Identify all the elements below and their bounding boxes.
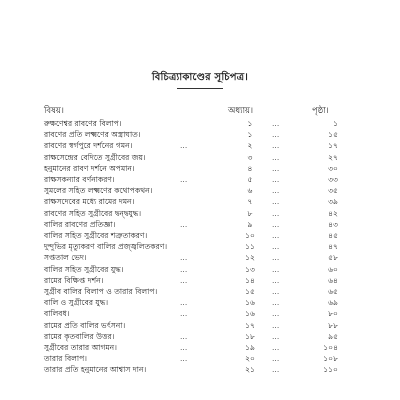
toc-page: ৩৫ bbox=[328, 186, 338, 196]
toc-leader: ... bbox=[272, 331, 280, 341]
toc-subject: সপ্ততাল ভেদ। bbox=[44, 253, 87, 263]
toc-subject: বালির রাবণের প্রতিজ্ঞা। bbox=[44, 219, 116, 229]
toc-page: ১১০ bbox=[323, 365, 338, 375]
toc-leader: ... bbox=[180, 253, 188, 263]
toc-page: ১ bbox=[333, 119, 338, 128]
toc-chapter: ৮ bbox=[247, 208, 253, 218]
header-chapter: অধ্যায়। bbox=[228, 106, 254, 116]
toc-subject: বালি ও সুগ্রীবের যুদ্ধ। bbox=[44, 298, 109, 308]
toc-leader: ... bbox=[272, 354, 280, 364]
toc-chapter: ১৯ bbox=[245, 343, 255, 352]
toc-leader: ... bbox=[272, 343, 280, 352]
toc-leader: ... bbox=[272, 219, 280, 229]
toc-leader: ... bbox=[180, 298, 188, 308]
toc-chapter: ৫ bbox=[247, 175, 253, 184]
toc-page: ৫৮ bbox=[328, 253, 338, 263]
toc-page: ৯৫ bbox=[328, 331, 338, 341]
toc-chapter: ৩ bbox=[247, 152, 253, 162]
toc-subject: রামের বিক্ষিপ্ত দর্শন। bbox=[44, 275, 104, 285]
toc-row bbox=[0, 286, 400, 297]
toc-row bbox=[0, 129, 400, 140]
toc-row bbox=[0, 219, 400, 230]
title-underline bbox=[177, 88, 223, 89]
toc-leader: ... bbox=[272, 175, 280, 184]
toc-page: ১৫ bbox=[328, 130, 338, 140]
toc-leader: ... bbox=[272, 208, 280, 218]
toc-chapter: ৯ bbox=[247, 219, 253, 229]
toc-subject: তারার প্রতি হনুমানের আশ্বাস দান। bbox=[44, 365, 147, 375]
toc-row bbox=[0, 196, 400, 207]
toc-leader: ... bbox=[272, 320, 280, 330]
toc-subject: রামের কৃতবালির উত্তর। bbox=[44, 331, 115, 341]
toc-chapter: ১ bbox=[247, 130, 253, 140]
toc-leader: ... bbox=[272, 119, 280, 128]
toc-leader: ... bbox=[180, 354, 188, 364]
toc-chapter: ১৬ bbox=[245, 309, 255, 319]
toc-leader: ... bbox=[180, 331, 188, 341]
toc-leader: ... bbox=[272, 275, 280, 285]
toc-leader: ... bbox=[272, 264, 280, 274]
toc-page: ৬৯ bbox=[328, 298, 338, 308]
toc-page: ৩৯ bbox=[328, 197, 338, 207]
toc-leader: ... bbox=[272, 197, 280, 207]
toc-chapter: ১৫ bbox=[245, 287, 255, 296]
toc-row bbox=[0, 241, 400, 252]
toc-chapter: ১৮ bbox=[245, 331, 255, 341]
toc-subject: রাবণের স্বর্গপুরে দর্শনের গমন। bbox=[44, 141, 133, 151]
toc-chapter: ১৪ bbox=[245, 275, 255, 285]
toc-page: ৪২ bbox=[328, 208, 338, 218]
toc-row bbox=[0, 320, 400, 331]
toc-chapter: ২০ bbox=[245, 354, 255, 364]
toc-leader: ... bbox=[180, 175, 188, 184]
toc-leader: ... bbox=[180, 219, 188, 229]
toc-chapter: ১৩ bbox=[245, 264, 255, 274]
column-headers bbox=[0, 104, 400, 116]
toc-chapter: ২ bbox=[247, 141, 253, 151]
toc-page: ২৭ bbox=[328, 152, 338, 162]
toc-row bbox=[0, 163, 400, 174]
toc-subject: রামের প্রতি বালির ভর্ৎসনা। bbox=[44, 320, 126, 330]
toc-subject: রাবণের প্রতি লক্ষ্মণের অস্ত্রাঘাত। bbox=[44, 130, 141, 140]
toc-subject: দুন্দুভির মৃত্যুকরণ বালির প্রজ্জ্বলিতকরণ। bbox=[44, 242, 168, 252]
toc-leader: ... bbox=[272, 287, 280, 296]
toc-subject: তারার বিলাপ। bbox=[44, 354, 87, 364]
toc-page: ১০৪ bbox=[323, 343, 338, 352]
toc-row bbox=[0, 152, 400, 163]
toc-leader: ... bbox=[272, 186, 280, 196]
toc-leader: ... bbox=[272, 242, 280, 252]
toc-page: ৩৩ bbox=[328, 175, 338, 184]
toc-leader: ... bbox=[272, 141, 280, 151]
toc-subject: সুগ্রীব বালির বিলাপ ও তারার বিলাপ। bbox=[44, 287, 158, 296]
toc-row bbox=[0, 118, 400, 129]
toc-leader: ... bbox=[272, 163, 280, 173]
toc-chapter: ১ bbox=[247, 119, 253, 128]
toc-chapter: ৬ bbox=[247, 186, 253, 196]
toc-subject: হনুমানের রাবণ দর্শনে অপমান। bbox=[44, 163, 135, 173]
toc-row bbox=[0, 275, 400, 286]
toc-page: ৪৩ bbox=[328, 219, 338, 229]
toc-row bbox=[0, 297, 400, 308]
toc-leader: ... bbox=[272, 152, 280, 162]
toc-leader: ... bbox=[180, 343, 188, 352]
toc-subject: সুগ্রীবের তারার আগমন। bbox=[44, 343, 117, 352]
toc-page: ৩০ bbox=[328, 163, 338, 173]
toc-leader: ... bbox=[180, 264, 188, 274]
toc-subject: বালির সহিত সুগ্রীবের যুদ্ধ। bbox=[44, 264, 124, 274]
toc-row bbox=[0, 185, 400, 196]
toc-row bbox=[0, 342, 400, 353]
toc-subject: বালিবধ। bbox=[44, 309, 70, 319]
toc-leader: ... bbox=[272, 309, 280, 319]
toc-row bbox=[0, 252, 400, 263]
page-title: বিচিত্র্যাকাণ্ডের সূচিপত্র। bbox=[151, 72, 249, 83]
toc-subject: রাবণের সহিত সুগ্রীবের দ্বন্দ্বযুদ্ধ। bbox=[44, 208, 142, 218]
toc-leader: ... bbox=[272, 253, 280, 263]
toc-leader: ... bbox=[180, 141, 188, 151]
toc-leader: ... bbox=[272, 298, 280, 308]
toc-leader: ... bbox=[180, 309, 188, 319]
toc-page: ৬০ bbox=[328, 264, 338, 274]
toc-chapter: ১২ bbox=[245, 253, 255, 263]
toc-page: ৮০ bbox=[328, 309, 338, 319]
toc-chapter: ২১ bbox=[245, 365, 255, 375]
toc-row bbox=[0, 140, 400, 151]
toc-row bbox=[0, 308, 400, 319]
toc-subject: সুমলের সহিত লক্ষ্মণের কথোপকথন। bbox=[44, 186, 153, 196]
toc-row bbox=[0, 331, 400, 342]
toc-subject: রুক্ষণেশ্বর রাবণের বিলাপ। bbox=[44, 119, 122, 128]
toc-leader: ... bbox=[272, 231, 280, 240]
toc-subject: রাক্ষসকন্যার বর্ণনাকরণ। bbox=[44, 175, 115, 184]
toc-row bbox=[0, 208, 400, 219]
toc-chapter: ১১ bbox=[245, 242, 255, 252]
toc-row bbox=[0, 174, 400, 185]
header-subject: বিষয়। bbox=[44, 106, 64, 116]
toc-row bbox=[0, 364, 400, 375]
toc-leader: ... bbox=[180, 275, 188, 285]
toc-chapter: ১০ bbox=[245, 231, 255, 240]
toc-chapter: ১৭ bbox=[245, 320, 255, 330]
toc-page: ৪৭ bbox=[328, 242, 338, 252]
toc-chapter: ৭ bbox=[247, 197, 253, 207]
toc-subject: রাক্ষসেন্দ্রের বেদিতে সুগ্রীবের জয়। bbox=[44, 152, 146, 162]
toc-subject: রাক্ষসদেবের মধ্যে রামের দমন। bbox=[44, 197, 135, 207]
toc-page: ৮৮ bbox=[328, 320, 338, 330]
toc-leader: ... bbox=[272, 365, 280, 375]
header-page: পৃষ্ঠা। bbox=[312, 106, 329, 116]
toc-chapter: ১৬ bbox=[245, 298, 255, 308]
toc-page: ১০৮ bbox=[323, 354, 338, 364]
toc-page: ৬৫ bbox=[328, 287, 338, 296]
toc-row bbox=[0, 230, 400, 241]
toc-row bbox=[0, 264, 400, 275]
toc-subject: বালির সহিত সুগ্রীবের শত্রুতাকরণ। bbox=[44, 231, 148, 240]
toc-leader: ... bbox=[272, 130, 280, 140]
toc-row bbox=[0, 353, 400, 364]
toc-page: ৪৫ bbox=[328, 231, 338, 240]
toc-chapter: ৪ bbox=[247, 163, 253, 173]
toc-page: ৬৪ bbox=[328, 275, 338, 285]
toc-page: ১৭ bbox=[328, 141, 338, 151]
